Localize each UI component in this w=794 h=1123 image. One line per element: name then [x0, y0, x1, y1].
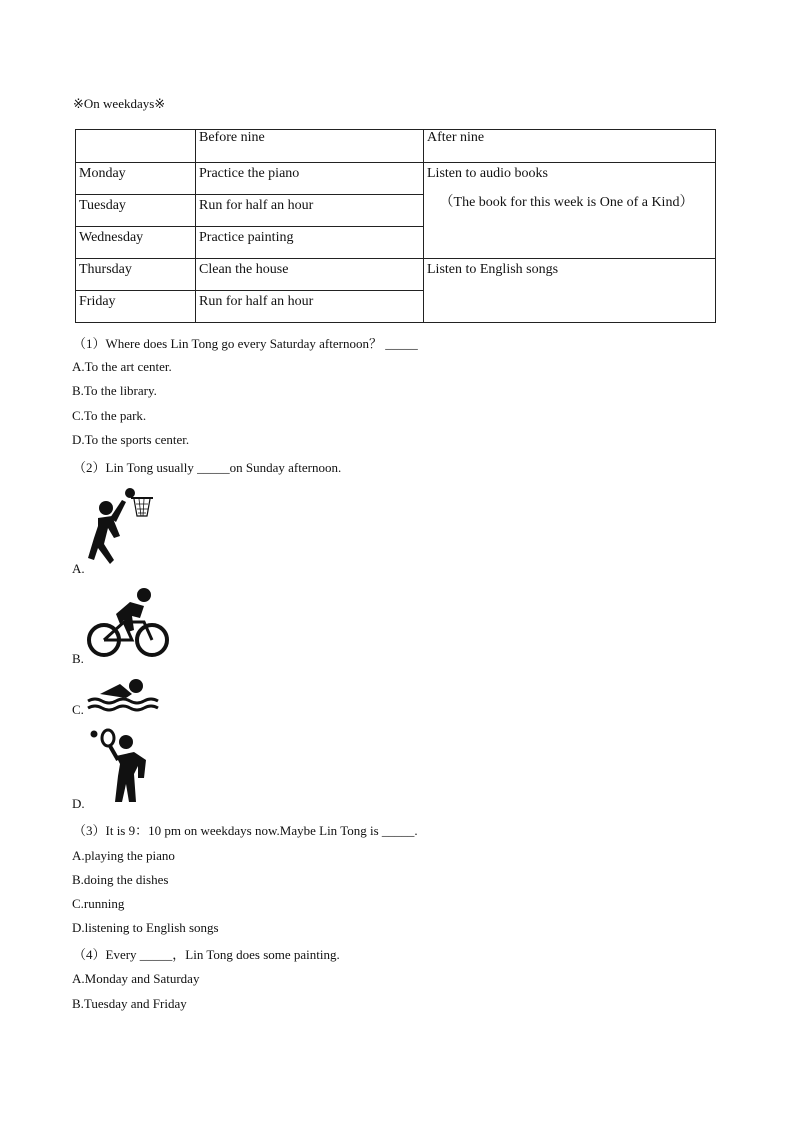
header-cell-before: Before nine — [196, 130, 424, 163]
header-cell-after: After nine — [424, 130, 716, 163]
q2-option-b: B. — [72, 651, 84, 666]
after-cell-group2: Listen to English songs — [424, 259, 716, 323]
q1-option-b: B.To the library. — [72, 383, 157, 398]
day-cell: Wednesday — [76, 227, 196, 259]
day-cell: Friday — [76, 291, 196, 323]
before-cell: Run for half an hour — [196, 291, 424, 323]
q2-option-a: A. — [72, 561, 85, 576]
day-cell: Tuesday — [76, 195, 196, 227]
header-cell-day — [76, 130, 196, 163]
cyclist-icon — [86, 586, 170, 660]
swimmer-icon — [86, 676, 160, 712]
table-row — [76, 259, 716, 291]
question-3: （3）It is 9：10 pm on weekdays now.Maybe Lin Tong is _____. — [73, 823, 418, 838]
basketball-player-icon — [84, 486, 156, 570]
book-note: （The book for this week is One of a Kind） — [439, 195, 694, 210]
question-1: （1）Where does Lin Tong go every Saturday afternoon？ _____ — [73, 336, 418, 351]
before-cell: Practice the piano — [196, 163, 424, 195]
q3-option-c: C.running — [72, 896, 125, 911]
question-2: （2）Lin Tong usually _____on Sunday afternoon. — [73, 460, 342, 475]
question-4: （4）Every _____，Lin Tong does some painting. — [73, 947, 340, 962]
day-cell: Monday — [76, 163, 196, 195]
before-cell: Clean the house — [196, 259, 424, 291]
after-cell-group1 — [424, 163, 716, 259]
q4-option-a: A.Monday and Saturday — [72, 971, 200, 986]
before-cell: Run for half an hour — [196, 195, 424, 227]
weekday-schedule-table — [75, 129, 716, 323]
q4-option-b: B.Tuesday and Friday — [72, 996, 187, 1011]
q1-option-d: D.To the sports center. — [72, 432, 190, 447]
before-cell: Practice painting — [196, 227, 424, 259]
section-heading: ※On weekdays※ — [73, 96, 166, 111]
after-activity: Listen to audio books — [427, 166, 548, 181]
table-row — [76, 163, 716, 195]
q2-option-d: D. — [72, 796, 85, 811]
q2-option-c: C. — [72, 702, 84, 717]
tennis-player-icon — [88, 726, 152, 806]
day-cell: Thursday — [76, 259, 196, 291]
q3-option-d: D.listening to English songs — [72, 920, 219, 935]
q3-option-b: B.doing the dishes — [72, 872, 169, 887]
q3-option-a: A.playing the piano — [72, 848, 175, 863]
table-header-row — [76, 130, 716, 163]
q1-option-a: A.To the art center. — [72, 359, 172, 374]
q1-option-c: C.To the park. — [72, 408, 147, 423]
